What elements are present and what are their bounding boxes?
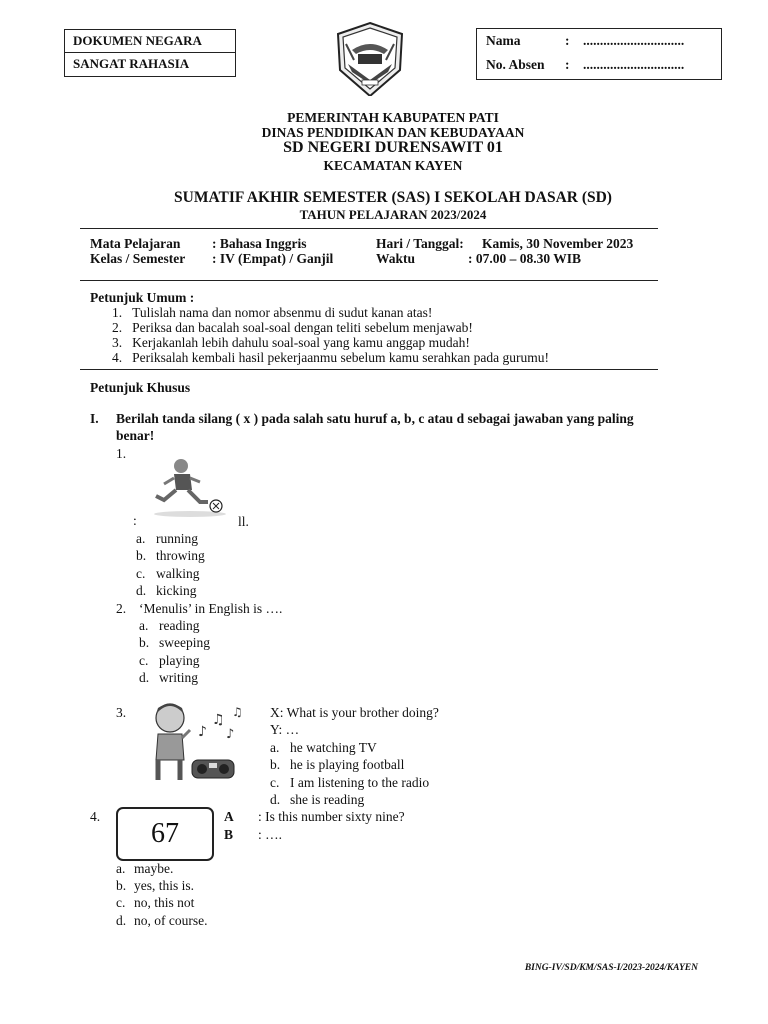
name-label: Nama (486, 33, 521, 48)
speaker-a-text: : Is this number sixty nine? (258, 809, 405, 824)
exam-year: TAHUN PELAJARAN 2023/2024 (299, 207, 487, 222)
speaker-a-label: A (224, 809, 234, 824)
question-1-suffix: ll. (238, 514, 249, 529)
svg-text:♪: ♪ (198, 724, 207, 740)
q1-option-b[interactable]: b. throwing (136, 548, 205, 563)
q3-option-c[interactable]: c. I am listening to the radio (270, 775, 430, 790)
q1-option-a[interactable]: a. running (136, 531, 198, 546)
q3-option-a[interactable]: a. he watching TV (270, 740, 377, 755)
name-field[interactable]: .............................. (583, 33, 685, 48)
speaker-b-text: : …. (258, 827, 283, 842)
speaker-b-label: B (224, 827, 234, 842)
svg-text:♪: ♪ (226, 727, 235, 742)
q2-option-b[interactable]: b. sweeping (139, 635, 210, 650)
q4-option-b[interactable]: b. yes, this is. (116, 878, 195, 893)
section-instruction-1: Berilah tanda silang ( x ) pada salah satu huruf a, b, c atau d sebagai jawaban yang paling (116, 411, 634, 426)
district-name: KECAMATAN KAYEN (323, 158, 463, 173)
day-label: Hari / Tanggal: (376, 236, 464, 251)
q1-option-d[interactable]: d. kicking (136, 583, 197, 598)
q2-option-d[interactable]: d. writing (139, 670, 198, 685)
divider (80, 369, 658, 370)
day-value: Kamis, 30 November 2023 (482, 236, 634, 251)
institution-line-1: PEMERINTAH KABUPATEN PATI (287, 110, 499, 125)
exam-title: SUMATIF AKHIR SEMESTER (SAS) I SEKOLAH DASAR (SD) (174, 189, 612, 206)
student-info-box (476, 28, 722, 80)
classification-line-1: DOKUMEN NEGARA (73, 33, 202, 48)
q4-option-c[interactable]: c. no, this not (116, 895, 195, 910)
q3-option-b[interactable]: b. he is playing football (270, 757, 405, 772)
question-3-line-y: Y: … (270, 722, 300, 737)
time-label: Waktu (376, 251, 416, 266)
instruction-item: 1. Tulislah nama dan nomor absenmu di sudut kanan atas! (112, 305, 433, 320)
instruction-item: 3. Kerjakanlah lebih dahulu soal-soal yang kamu anggap mudah! (112, 335, 470, 350)
q1-option-c[interactable]: c. walking (136, 566, 200, 581)
document-code: BING-IV/SD/KM/SAS-I/2023-2024/KAYEN (524, 963, 698, 973)
name-sep: : (565, 33, 570, 48)
section-instruction-2: benar! (116, 428, 155, 443)
question-4-number: 4. (90, 809, 101, 824)
regency-emblem (332, 20, 408, 96)
q2-option-c[interactable]: c. playing (139, 653, 200, 668)
absen-label: No. Absen (486, 57, 545, 72)
divider (80, 280, 658, 281)
question-3-number: 3. (116, 705, 127, 720)
question-2-stem: ‘Menulis’ in English is …. (139, 601, 283, 616)
classification-box (64, 29, 236, 77)
question-3-line-x: X: What is your brother doing? (270, 705, 439, 720)
q3-option-d[interactable]: d. she is reading (270, 792, 365, 807)
class-label: Kelas / Semester (90, 251, 186, 266)
school-name: SD NEGERI DURENSAWIT 01 (283, 139, 503, 156)
svg-text:♫: ♫ (212, 712, 225, 728)
boy-radio-illustration (146, 700, 246, 784)
question-1-prefix: : (133, 513, 137, 528)
q2-option-a[interactable]: a. reading (139, 618, 200, 633)
institution-line-2: DINAS PENDIDIKAN DAN KEBUDAYAAN (261, 125, 525, 140)
absen-sep: : (565, 57, 570, 72)
divider (80, 228, 658, 229)
svg-text:♫: ♫ (232, 705, 243, 719)
subject-label: Mata Pelajaran (90, 236, 181, 251)
question-1-number: 1. (116, 446, 127, 461)
question-2-number: 2. (116, 601, 127, 616)
special-instructions-title: Petunjuk Khusus (90, 380, 191, 395)
number-box (116, 807, 214, 861)
instruction-item: 2. Periksa dan bacalah soal-soal dengan teliti sebelum menjawab! (112, 320, 473, 335)
classification-line-2: SANGAT RAHASIA (73, 56, 190, 71)
q4-option-d[interactable]: d. no, of course. (116, 913, 208, 928)
class-value: : IV (Empat) / Ganjil (212, 251, 334, 266)
absen-field[interactable]: .............................. (583, 57, 685, 72)
instruction-item: 4. Periksalah kembali hasil pekerjaanmu sebelum kamu serahkan pada gurumu! (112, 350, 549, 365)
number-box-value: 67 (151, 818, 179, 849)
q4-option-a[interactable]: a. maybe. (116, 861, 174, 876)
subject-value: : Bahasa Inggris (212, 236, 307, 251)
section-numeral: I. (90, 411, 99, 426)
general-instructions-title: Petunjuk Umum : (90, 290, 195, 305)
time-value: : 07.00 – 08.30 WIB (468, 251, 582, 266)
soccer-player-illustration (150, 456, 230, 518)
